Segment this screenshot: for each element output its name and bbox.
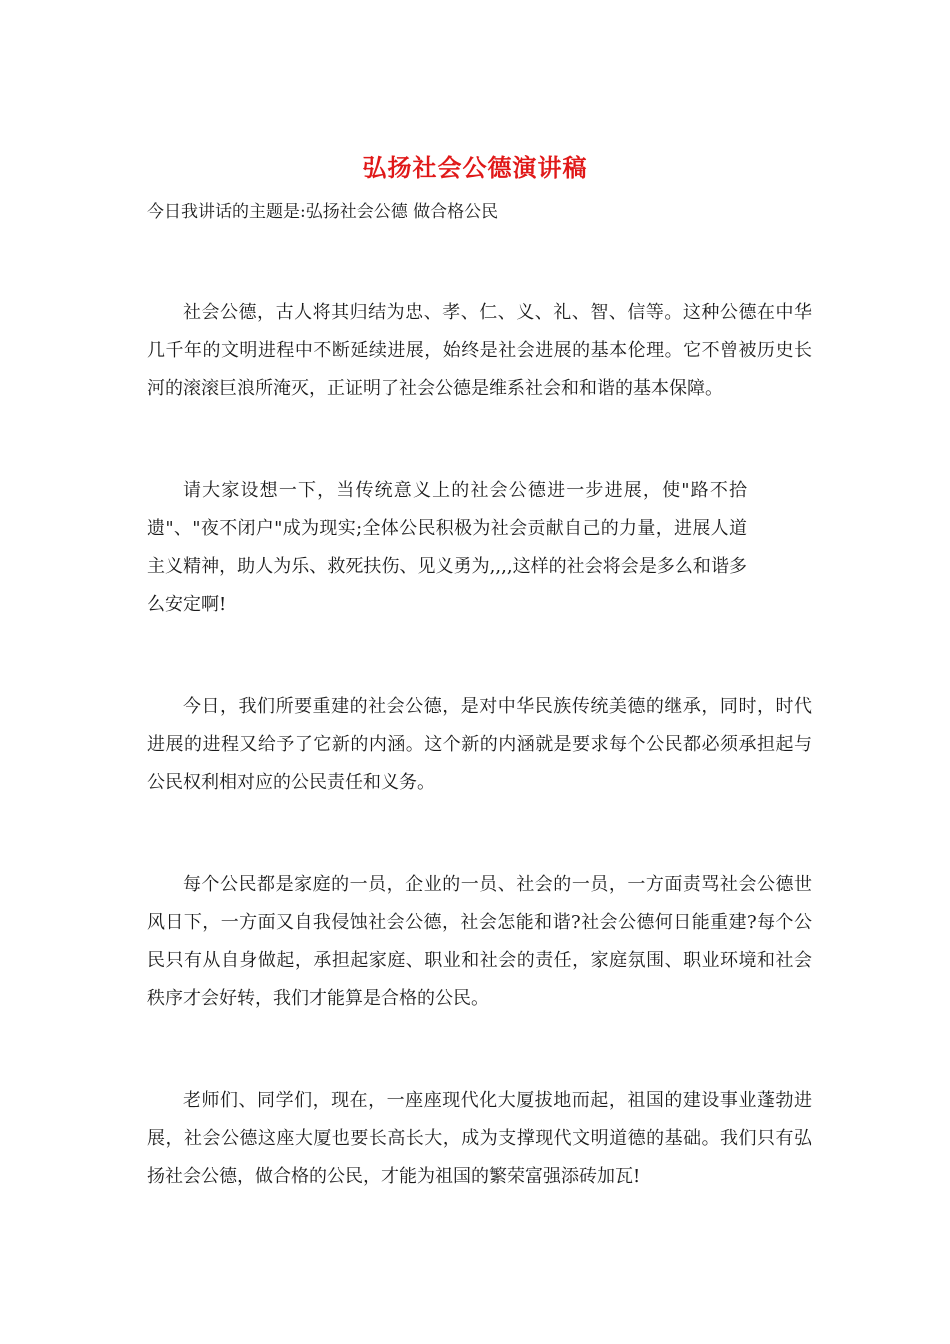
paragraph-2: 请大家设想一下，当传统意义上的社会公德进一步进展，使"路不拾遗"、"夜不闭户"成为现实;全体公民积极为社会贡献自己的力量，进展人道主义精神，助人为乐、救死扶伤、见义勇为,,,,这样的社会将会是多么和谐多么安定啊! — [147, 480, 747, 615]
paragraph-1: 社会公德，古人将其归结为忠、孝、仁、义、礼、智、信等。这种公德在中华几千年的文明进程中不断延续进展，始终是社会进展的基本伦理。它不曾被历史长河的滚滚巨浪所淹灭，正证明了社会公德是维系社会和和谐的基本保障。 — [147, 302, 812, 399]
paragraph-3: 今日，我们所要重建的社会公德，是对中华民族传统美德的继承，同时，时代进展的进程又给予了它新的内涵。这个新的内涵就是要求每个公民都必须承担起与公民权利相对应的公民责任和义务。 — [147, 696, 812, 793]
document-title: 弘扬社会公德演讲稿 — [362, 153, 588, 182]
document-subtitle: 今日我讲话的主题是:弘扬社会公德 做合格公民 — [147, 202, 499, 222]
paragraph-5: 老师们、同学们，现在，一座座现代化大厦拔地而起，祖国的建设事业蓬勃进展，社会公德这座大厦也要长高长大，成为支撑现代文明道德的基础。我们只有弘扬社会公德，做合格的公民，才能为祖国的繁荣富强添砖加瓦! — [147, 1090, 812, 1187]
paragraph-4: 每个公民都是家庭的一员，企业的一员、社会的一员，一方面责骂社会公德世风日下，一方面又自我侵蚀社会公德，社会怎能和谐?社会公德何日能重建?每个公民只有从自身做起，承担起家庭、职业和社会的责任，家庭氛围、职业环境和社会秩序才会好转，我们才能算是合格的公民。 — [147, 874, 812, 1009]
